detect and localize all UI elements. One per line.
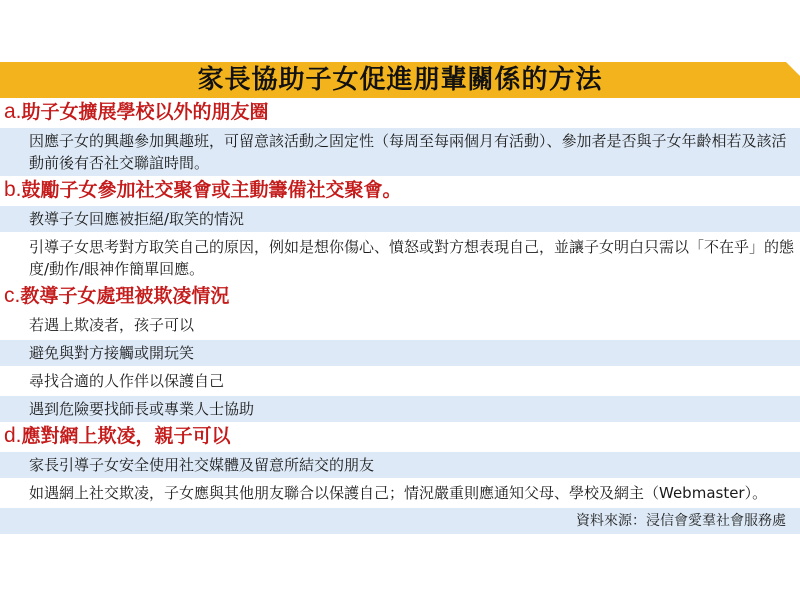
page-title: 家長協助子女促進朋輩關係的方法 <box>197 65 603 95</box>
title-bar <box>0 62 800 98</box>
section-d-letter: d. <box>4 424 22 447</box>
section-c-title: 教導子女處理被欺凌情況 <box>20 285 230 307</box>
section-b-item-2: 引導子女思考對方取笑自己的原因，例如是想你傷心、憤怒或對方想表現自己，並讓子女明白只需以「不在乎」的態度/動作/眼神作簡單回應。 <box>0 232 800 282</box>
section-b-heading <box>0 176 800 204</box>
section-b-title: 鼓勵子女參加社交聚會或主動籌備社交聚會。 <box>21 179 402 201</box>
section-c-heading <box>0 282 800 310</box>
source-credit: 資料來源：浸信會愛羣社會服務處 <box>0 506 800 534</box>
section-a-letter: a. <box>4 100 22 123</box>
content <box>0 98 800 534</box>
section-a-item-1: 因應子女的興趣參加興趣班，可留意該活動之固定性（每周至每兩個月有活動）、參加者是否與子女年齡相若及該活動前後有否社交聯誼時間。 <box>0 126 800 176</box>
section-c-item-3: 尋找合適的人作伴以保護自己 <box>0 366 800 394</box>
section-b-item-1: 教導子女回應被拒絕/取笑的情況 <box>0 204 800 232</box>
section-a-title: 助子女擴展學校以外的朋友圈 <box>21 101 269 123</box>
section-a-heading <box>0 98 800 126</box>
section-c-item-4: 遇到危險要找師長或專業人士協助 <box>0 394 800 422</box>
section-c-item-2: 避免與對方接觸或開玩笑 <box>0 338 800 366</box>
section-d-item-1: 家長引導子女安全使用社交媒體及留意所結交的朋友 <box>0 450 800 478</box>
section-d-item-2: 如遇網上社交欺凌，子女應與其他朋友聯合以保護自己；情況嚴重則應通知父母、學校及網主（Webmaster）。 <box>0 478 800 506</box>
section-d-heading <box>0 422 800 450</box>
section-d-title: 應對網上欺凌，親子可以 <box>21 425 231 447</box>
section-c-item-1: 若遇上欺凌者，孩子可以 <box>0 310 800 338</box>
section-b-letter: b. <box>4 178 22 201</box>
section-c-letter: c. <box>4 284 21 307</box>
